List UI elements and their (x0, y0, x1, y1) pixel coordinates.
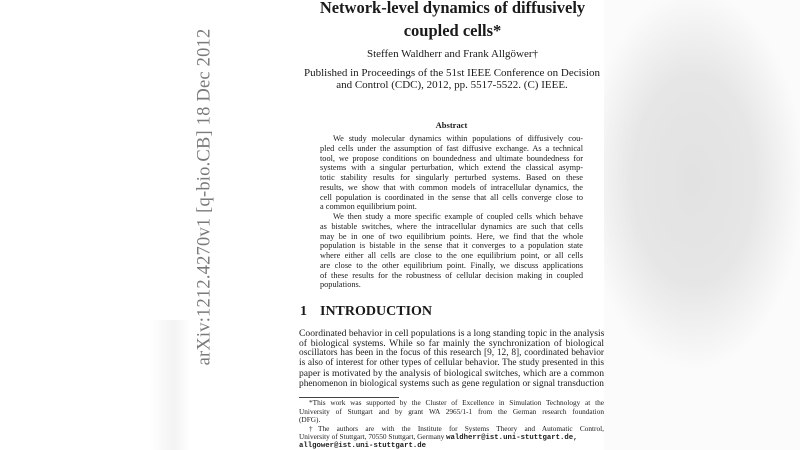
abstract-line: populations. (320, 280, 361, 290)
email-link[interactable]: allgower@ist.uni-stuttgart.de (299, 442, 426, 450)
footnote-text: University of Stuttgart, 70550 Stuttgart, Germany (299, 432, 447, 441)
abstract-line: systems with a singular perturbation, which extend the classical asymp- (320, 163, 583, 173)
abstract-line: may be in one of two equilibrium points. Here, we find that the whole (320, 231, 583, 241)
abstract-line: are close to the other equilibrium point. Finally, we discuss applications (320, 260, 583, 270)
email-link[interactable]: waldherr@ist.uni-stuttgart.de, (446, 434, 578, 442)
publication-note-line-1: Published in Proceedings of the 51st IEEE Conference on Decision (303, 67, 601, 79)
footnote-line (299, 432, 604, 442)
body-text-line: paper is motivated by the analysis of biological switches, which are a common (299, 368, 604, 380)
abstract-line: results, we show that with common models of intracellular dynamics, the (320, 182, 583, 192)
body-text-line: is also of interest for other types of cellular behavior. The study presented in this (299, 358, 604, 369)
abstract-line: of these results for the robustness of cellular decision making in coupled (320, 270, 583, 280)
abstract-line: tool, we propose conditions on boundedness and ultimate boundedness for (320, 153, 583, 163)
abstract-line: where either all cells are close to the one equilibrium point, or all cells (320, 251, 583, 260)
abstract-line: We study molecular dynamics within populations of diffusively cou- (333, 134, 583, 143)
footnote-line: *This work was supported by the Cluster of Excellence in Simulation Technology at the (309, 398, 604, 407)
section-number: 1 (300, 304, 307, 319)
viewer-background-left (150, 320, 190, 450)
abstract-line: We then study a more specific example of coupled cells which behave (333, 212, 583, 221)
viewer-background-right (604, 0, 800, 450)
footnote-line: University of Stuttgart and by grant WA 2965/1-1 from the German research foundation (299, 406, 604, 416)
paper-title-line-2: coupled cells* (403, 21, 502, 40)
section-title: INTRODUCTION (320, 304, 433, 319)
footnote-line: (DFG). (299, 415, 321, 425)
arxiv-stamp: arXiv:1212.4270v1 [q-bio.CB] 18 Dec 2012 (194, 28, 215, 366)
body-text-line: of biological systems. While so far mainly the synchronization of biological (299, 338, 604, 350)
abstract-line: population is bistable in the sense that it converges to a population state (320, 241, 583, 251)
abstract-line: totic stability results for singularly perturbed systems. Based on these (320, 173, 583, 182)
paper-title-line-1: Network-level dynamics of diffusively (319, 0, 586, 17)
abstract-line: cell population is coordinated in the sense that all cells converge close to (320, 192, 583, 202)
abstract-heading: Abstract (435, 120, 468, 130)
body-text-line: phenomenon in biological systems such as gene regulation or signal transduction (299, 378, 604, 389)
body-text-line: Coordinated behavior in cell populations is a long standing topic in the analysis (299, 328, 605, 339)
paper-authors: Steffen Waldherr and Frank Allgöwer† (367, 48, 538, 60)
abstract-line: a common equilibrium point. (320, 202, 417, 212)
publication-note-line-2: and Control (CDC), 2012, pp. 5517-5522. (C) IEEE. (336, 79, 568, 91)
footnote-line: †The authors are with the Institute for Systems Theory and Automatic Control, (309, 424, 604, 433)
abstract-line: as bistable switches, where the intracellular dynamics are such that cells (320, 221, 583, 231)
abstract-line: pled cells under the assumption of fast diffusive exchange. As a technical (320, 143, 583, 153)
body-text-line: oscillators has been in the focus of this research [9, 12, 8], coordinated behavior (299, 348, 604, 359)
